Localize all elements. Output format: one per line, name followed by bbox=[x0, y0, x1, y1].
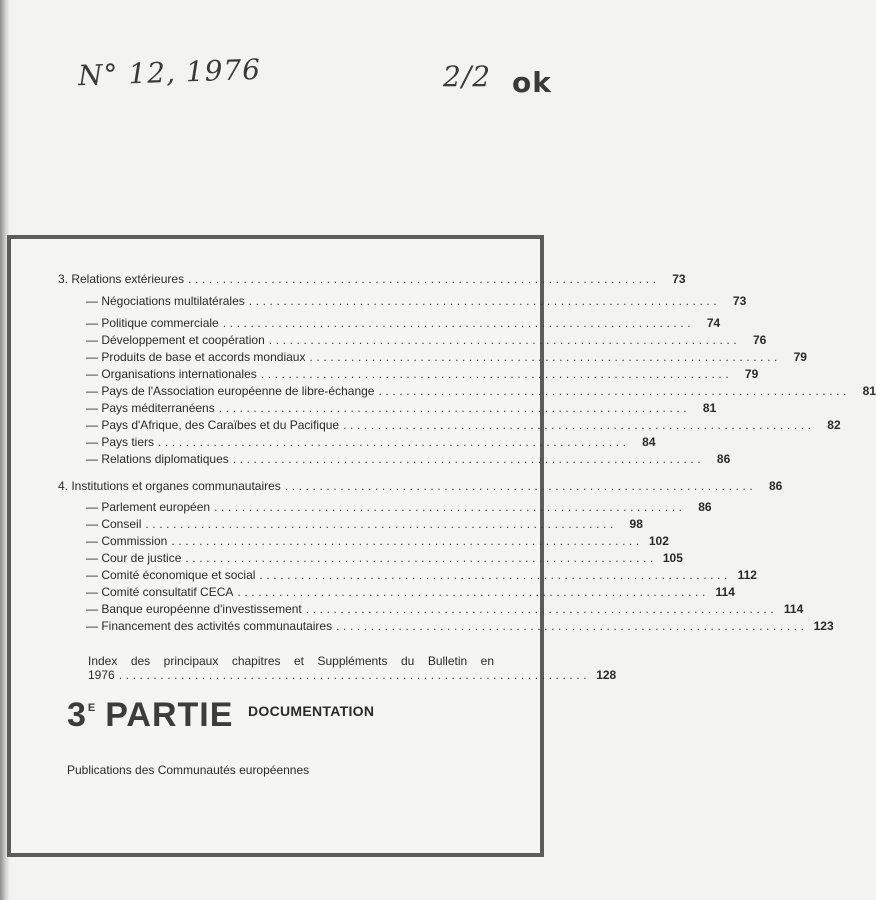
leader-dots: .................................................................... bbox=[171, 534, 643, 548]
toc-page-number: 81 bbox=[862, 384, 876, 398]
toc-item-label: — Relations diplomatiques bbox=[86, 452, 229, 466]
leader-dots: .................................................................... bbox=[145, 517, 617, 531]
leader-dots: .................................................................... bbox=[188, 272, 660, 286]
toc-item-label: — Comité consultatif CECA bbox=[86, 585, 234, 599]
part-number: 3 bbox=[67, 696, 87, 734]
toc-item-label: — Conseil bbox=[86, 517, 142, 531]
publications-entry: Publications des Communautés européennes bbox=[67, 763, 310, 777]
leader-dots: .................................................................... bbox=[268, 333, 741, 347]
leader-dots: .................................................................... bbox=[336, 619, 808, 633]
leader-dots: .................................................................... bbox=[284, 479, 757, 493]
toc-item bbox=[86, 418, 841, 433]
toc-page-number: 74 bbox=[706, 316, 721, 330]
toc-item bbox=[86, 350, 807, 365]
toc-item bbox=[86, 619, 834, 634]
leader-dots: .................................................................... bbox=[218, 401, 691, 415]
toc-page-number: 105 bbox=[662, 551, 683, 565]
toc-page-number: 81 bbox=[702, 401, 717, 415]
leader-dots: .................................................................... bbox=[118, 668, 591, 682]
toc-page-number: 73 bbox=[672, 272, 686, 286]
handwritten-checkmark: ok bbox=[512, 66, 552, 99]
toc-item-label: — Organisations internationales bbox=[86, 367, 257, 381]
toc-page-number: 86 bbox=[698, 500, 712, 514]
leader-dots: .................................................................... bbox=[214, 500, 686, 514]
leader-dots: .................................................................... bbox=[305, 602, 778, 616]
leader-dots: .................................................................... bbox=[259, 568, 731, 582]
toc-page-number: 79 bbox=[744, 367, 759, 381]
part-title: DOCUMENTATION bbox=[248, 703, 375, 719]
toc-item-label: — Parlement européen bbox=[86, 500, 211, 514]
leader-dots: .................................................................... bbox=[232, 452, 705, 466]
toc-item-label: — Négociations multilatérales bbox=[86, 294, 245, 308]
toc-item-label: — Commission bbox=[86, 534, 168, 548]
toc-section-4 bbox=[58, 479, 783, 494]
toc-page-number: 114 bbox=[715, 585, 735, 599]
handwritten-page-count: 2/2 bbox=[443, 60, 492, 93]
toc-item bbox=[86, 568, 757, 583]
toc-page-number: 123 bbox=[813, 619, 834, 633]
toc-item bbox=[86, 435, 656, 450]
toc-page-number: 84 bbox=[642, 435, 656, 449]
toc-item bbox=[86, 367, 759, 382]
toc-item bbox=[86, 585, 735, 600]
leader-dots: .................................................................... bbox=[260, 367, 733, 381]
toc-item bbox=[86, 316, 721, 331]
leader-dots: .................................................................... bbox=[378, 384, 850, 398]
toc-item bbox=[86, 517, 643, 532]
index-entry-year: 1976 bbox=[88, 668, 115, 682]
leader-dots: .................................................................... bbox=[237, 585, 709, 599]
toc-page-number: 86 bbox=[768, 479, 783, 493]
toc-item-label: — Politique commerciale bbox=[86, 316, 219, 330]
toc-page-number: 98 bbox=[629, 517, 643, 531]
toc-item bbox=[86, 534, 669, 549]
toc-item-label: — Pays tiers bbox=[86, 435, 155, 449]
toc-page-number: 73 bbox=[732, 294, 747, 308]
toc-section-title: 4. Institutions et organes communautaires bbox=[58, 479, 281, 493]
leader-dots: .................................................................... bbox=[158, 435, 630, 449]
index-entry-line2 bbox=[88, 668, 617, 683]
leader-dots: .................................................................... bbox=[343, 418, 815, 432]
toc-item bbox=[86, 333, 767, 348]
part-word: PARTIE bbox=[105, 696, 234, 734]
toc-section-title: 3. Relations extérieures bbox=[58, 272, 185, 286]
toc-page-number: 114 bbox=[783, 602, 804, 616]
toc-item-label: — Produits de base et accords mondiaux bbox=[86, 350, 306, 364]
leader-dots: .................................................................... bbox=[248, 294, 721, 308]
toc-item bbox=[86, 401, 717, 416]
index-entry-line1: Index des principaux chapitres et Suppléments du Bulletin en bbox=[88, 654, 494, 668]
toc-page-number: 79 bbox=[793, 350, 807, 364]
toc-item bbox=[86, 452, 731, 467]
leader-dots: .................................................................... bbox=[185, 551, 657, 565]
toc-item bbox=[86, 384, 876, 399]
leader-dots: .................................................................... bbox=[222, 316, 695, 330]
toc-page-number: 102 bbox=[648, 534, 669, 548]
leader-dots: .................................................................... bbox=[309, 350, 781, 364]
toc-page-number: 76 bbox=[752, 333, 767, 347]
part-heading bbox=[67, 698, 233, 732]
toc-item-label: — Comité économique et social bbox=[86, 568, 256, 582]
toc-item-label: — Pays d'Afrique, des Caraïbes et du Pacifique bbox=[86, 418, 340, 432]
toc-page-number: 128 bbox=[596, 668, 617, 682]
toc-item bbox=[86, 551, 683, 566]
toc-item bbox=[86, 500, 712, 515]
toc-item bbox=[86, 294, 747, 309]
toc-page-number: 86 bbox=[716, 452, 731, 466]
toc-item-label: — Pays méditerranéens bbox=[86, 401, 215, 415]
toc-item-label: — Banque européenne d'investissement bbox=[86, 602, 302, 616]
toc-item-label: — Développement et coopération bbox=[86, 333, 265, 347]
toc-item-label: — Cour de justice bbox=[86, 551, 182, 565]
part-superscript: E bbox=[87, 702, 96, 714]
toc-item bbox=[86, 602, 804, 617]
index-entry bbox=[88, 654, 617, 683]
toc-item-label: — Pays de l'Association européenne de libre-échange bbox=[86, 384, 375, 398]
toc-item-label: — Financement des activités communautaires bbox=[86, 619, 333, 633]
toc-page-number: 112 bbox=[737, 568, 757, 582]
handwritten-issue-number: N° 12, 1976 bbox=[77, 52, 262, 93]
toc-page-number: 82 bbox=[827, 418, 841, 432]
toc-section-3 bbox=[58, 272, 686, 287]
